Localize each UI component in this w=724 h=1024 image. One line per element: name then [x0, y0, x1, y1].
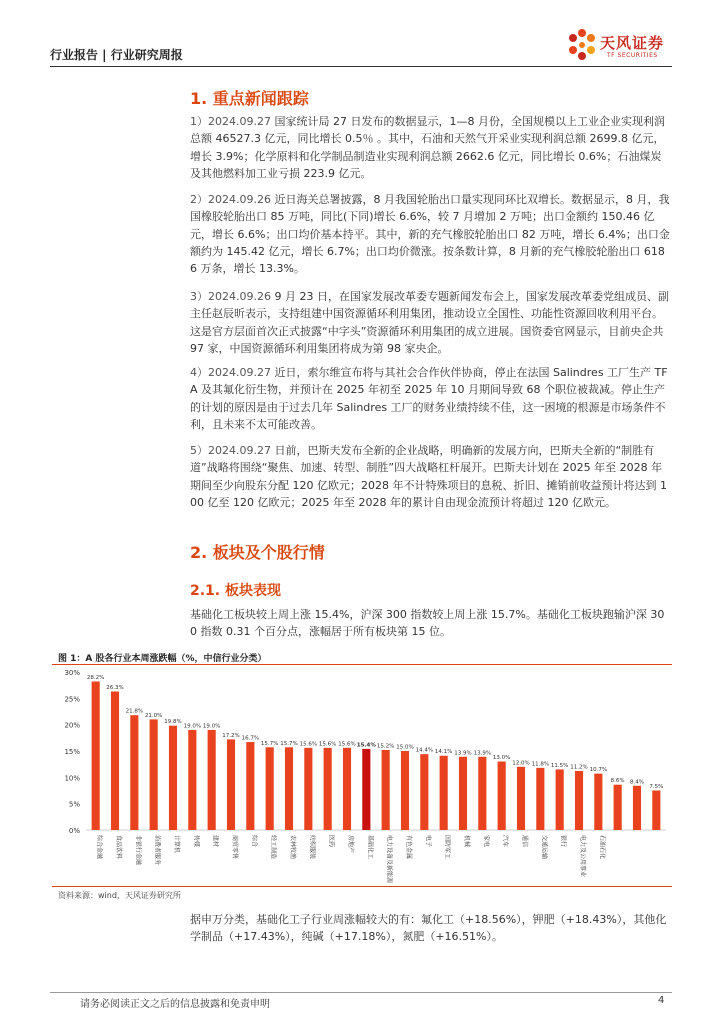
- bar-28: [633, 786, 641, 830]
- footer-divider: [50, 992, 672, 993]
- x-tick-label: 电力及公用事业: [579, 835, 586, 878]
- figure-bottom-rule: [52, 886, 672, 887]
- bar-8: [246, 742, 254, 830]
- figure-source: 资料来源：wind，天风证券研究所: [58, 891, 181, 900]
- bar-value-label: 11.8%: [531, 761, 550, 768]
- y-tick-label: 0%: [68, 827, 80, 835]
- x-tick-label: 农林牧渔: [289, 835, 296, 860]
- section-2-1-title: 2.1. 板块表现: [190, 583, 281, 599]
- bar-23: [536, 768, 544, 830]
- disclaimer-text: 请务必阅读正文之后的信息披露和免责申明: [80, 999, 270, 1010]
- y-tick-label: 10%: [64, 774, 80, 783]
- news-item-4: [190, 364, 670, 433]
- bar-value-label: 13.9%: [473, 750, 492, 757]
- x-tick-label: 医药: [327, 835, 335, 848]
- news-text-3: 9 月 23 日，在国家发展改革委专题新闻发布会上，国家发展改革委党组成员、副主任赵辰昕表示，支持组建中国资源循环利用集团，推动设立全国性、功能性资源回收利用平台。这是官方层面首次正式披露“中字头”资源循环利用集团的成立进展。国资委官网显示，目前央企共 97 家，中国资源循环利用集团将成为第 98 家央企。: [190, 290, 669, 355]
- bar-14: [362, 749, 370, 830]
- bar-2: [130, 715, 138, 830]
- figure-top-rule: [52, 664, 672, 665]
- industry-weekly-change-chart: [52, 666, 672, 886]
- bar-3: [150, 719, 158, 830]
- news-date-1: 1）2024.09.27: [190, 115, 271, 128]
- x-tick-label: 家电: [482, 835, 490, 848]
- x-tick-label: 综合金融: [95, 835, 103, 860]
- x-tick-label: 石油石化: [598, 835, 606, 860]
- bar-value-label: 11.2%: [570, 764, 588, 771]
- bar-4: [169, 726, 177, 830]
- bar-11: [304, 748, 312, 830]
- y-tick-label: 30%: [64, 669, 80, 677]
- bar-12: [324, 748, 332, 830]
- page-number: 4: [658, 995, 665, 1006]
- x-tick-label: 国防军工: [443, 835, 451, 860]
- x-tick-label: 电子: [424, 835, 432, 848]
- news-item-1: [190, 113, 670, 182]
- news-text-4: 近日，索尔维宣布将与其社会合作伙伴协商，停止在法国 Salindres 工厂生产 TFA 及其氟化衍生物，并预计在 2025 年初至 2025 年 10 月期间导致 68 个职位被裁减。停止生产的计划的原因是由于过去几年 Salindres 工厂的财务业绩持续不佳，这一困境的根源是市场条件不利，且未来不太可能改善。: [190, 366, 668, 431]
- x-tick-label: 基础化工: [366, 835, 374, 860]
- bar-value-label: 15.7%: [280, 740, 298, 747]
- bar-18: [440, 756, 448, 830]
- bar-value-label: 14.4%: [415, 747, 434, 754]
- bar-5: [188, 730, 196, 830]
- x-tick-label: 通信: [521, 835, 528, 848]
- news-date-4: 4）2024.09.27: [190, 366, 271, 379]
- x-tick-label: 有色金属: [405, 835, 412, 860]
- bar-value-label: 16.7%: [241, 735, 260, 742]
- bar-value-label: 28.2%: [86, 674, 105, 681]
- section-2-title: 2. 板块及个股行情: [190, 543, 325, 562]
- bar-value-label: 10.7%: [589, 767, 608, 774]
- sector-summary: 基础化工板块较上周上涨 15.4%，沪深 300 指数较上周上涨 15.7%。基础化工板块跑输沪深 300 指数 0.31 个百分点，涨幅居于所有板块第 15 位。: [190, 608, 665, 639]
- bar-20: [478, 757, 486, 830]
- news-date-2: 2）2024.09.26: [190, 193, 271, 206]
- bar-25: [575, 771, 583, 830]
- bar-value-label: 15.7%: [260, 740, 279, 747]
- bar-17: [420, 754, 428, 830]
- news-item-3: [190, 288, 670, 357]
- news-date-3: 3）2024.09.26: [190, 290, 271, 303]
- bar-value-label: 15.4%: [356, 742, 376, 749]
- logo-text: 天风证券: [600, 34, 665, 52]
- x-tick-label: 轻工制造: [269, 835, 277, 860]
- y-tick-label: 5%: [68, 800, 80, 809]
- bar-22: [517, 767, 525, 830]
- bar-0: [92, 681, 100, 830]
- bar-26: [594, 774, 602, 830]
- news-text-1: 国家统计局 27 日发布的数据显示，1—8 月份，全国规模以上工业企业实现利润总额 46527.3 亿元，同比增长 0.5％ 。其中，石油和天然气开采业实现利润总额 2699.8 亿元，增长 3.9%；化学原料和化学制品制造业实现利润总额 2662.6 亿元，同比增长 0.6%；石油煤炭及其他燃料加工业亏损 223.9 亿元。: [190, 115, 665, 180]
- bar-value-label: 13.9%: [454, 750, 472, 757]
- bar-value-label: 26.3%: [106, 684, 124, 691]
- bar-27: [614, 785, 622, 830]
- news-text-2: 近日海关总署披露，8 月我国轮胎出口量实现同环比双增长。数据显示，8 月，我国橡胶轮胎出口 85 万吨，同比(下同)增长 6.6%，较 7 月增加 2 万吨；出口金额约 150.46 亿元，增长 6.6%；出口均价基本持平。其中，新的充气橡胶轮胎出口 82 万吨，增长 6.4%；出口金额约为 145.42 亿元，增长 6.7%；出口均价微涨。按条数计算，8 月新的充气橡胶轮胎出口 6186 万条，增长 13.3%。: [190, 193, 670, 276]
- bar-value-label: 8.4%: [630, 779, 644, 786]
- bar-value-label: 15.6%: [318, 741, 337, 748]
- bar-value-label: 15.6%: [338, 741, 356, 748]
- bar-value-label: 14.1%: [434, 749, 453, 756]
- y-tick-label: 15%: [64, 748, 80, 756]
- figure-title: 图 1：A 股各行业本周涨跌幅（%，中信行业分类）: [58, 654, 267, 664]
- header-divider: [50, 66, 672, 67]
- x-tick-label: 综合: [250, 835, 258, 848]
- bar-16: [401, 751, 409, 830]
- x-tick-label: 机械: [463, 835, 470, 848]
- x-tick-label: 交通运输: [540, 835, 548, 860]
- subsector-summary: 据申万分类，基础化工子行业周涨幅较大的有：氟化工（+18.56%），钾肥（+18.43%），其他化学制品（+17.43%），纯碱（+17.18%），氮肥（+16.51%）。: [190, 913, 667, 944]
- x-tick-label: 房地产: [347, 835, 354, 854]
- bar-19: [459, 757, 467, 830]
- bar-15: [382, 750, 390, 830]
- x-tick-label: 非银行金融: [134, 835, 142, 866]
- bar-value-label: 7.5%: [649, 784, 664, 790]
- x-tick-label: 食品饮料: [115, 835, 122, 860]
- x-tick-label: 传媒: [192, 835, 200, 848]
- bar-value-label: 12.0%: [512, 760, 530, 767]
- report-type: 行业报告 | 行业研究周报: [50, 48, 183, 62]
- news-text-5: 日前，巴斯夫发布全新的企业战略，明确新的发展方向，巴斯夫全新的“制胜有道”战略将围绕“聚焦、加速、转型、制胜”四大战略杠杆展开。巴斯夫计划在 2025 年至 2028 年期间至少向股东分配 120 亿欧元；2028 年不计特殊项目的息税、折旧、摊销前收益预计将达到 100 亿至 120 亿欧元；2025 年至 2028 年的累计自由现金流预计将超过 120 亿欧元。: [190, 444, 667, 509]
- bar-10: [285, 747, 293, 830]
- bar-7: [227, 739, 235, 830]
- bar-6: [208, 730, 216, 830]
- bar-24: [556, 769, 564, 830]
- bar-value-label: 15.2%: [376, 743, 395, 750]
- x-tick-label: 银行: [559, 835, 567, 848]
- bar-value-label: 15.6%: [299, 741, 318, 748]
- news-date-5: 5）2024.09.27: [190, 444, 271, 457]
- bar-value-label: 19.0%: [202, 723, 221, 730]
- x-tick-label: 计算机: [173, 835, 180, 854]
- x-tick-label: 建材: [211, 835, 219, 848]
- bar-value-label: 8.6%: [610, 778, 625, 785]
- bar-value-label: 19.0%: [183, 723, 202, 730]
- bar-value-label: 17.2%: [222, 732, 240, 739]
- y-tick-label: 25%: [64, 695, 80, 704]
- x-tick-label: 汽车: [501, 835, 509, 848]
- x-tick-label: 商贸零售: [231, 835, 238, 860]
- bar-9: [266, 747, 274, 830]
- section-1-title: 1. 重点新闻跟踪: [190, 89, 309, 108]
- news-item-2: [190, 191, 670, 277]
- bar-29: [652, 791, 660, 831]
- x-tick-label: 纺织服装: [308, 835, 316, 860]
- bar-value-label: 13.0%: [492, 755, 511, 762]
- x-tick-label: 消费者服务: [153, 835, 161, 866]
- bar-21: [498, 762, 506, 830]
- bar-value-label: 11.5%: [550, 762, 569, 769]
- bar-value-label: 15.0%: [396, 744, 414, 751]
- bar-1: [111, 691, 119, 830]
- y-tick-label: 20%: [64, 721, 80, 730]
- bar-value-label: 21.0%: [144, 712, 163, 719]
- bar-13: [343, 748, 351, 830]
- news-item-5: [190, 442, 670, 511]
- x-tick-label: 电力设备及新能源: [385, 835, 393, 884]
- logo-subtext: TF SECURITIES: [607, 52, 658, 59]
- bar-value-label: 19.8%: [164, 719, 182, 726]
- bar-value-label: 21.8%: [125, 708, 144, 715]
